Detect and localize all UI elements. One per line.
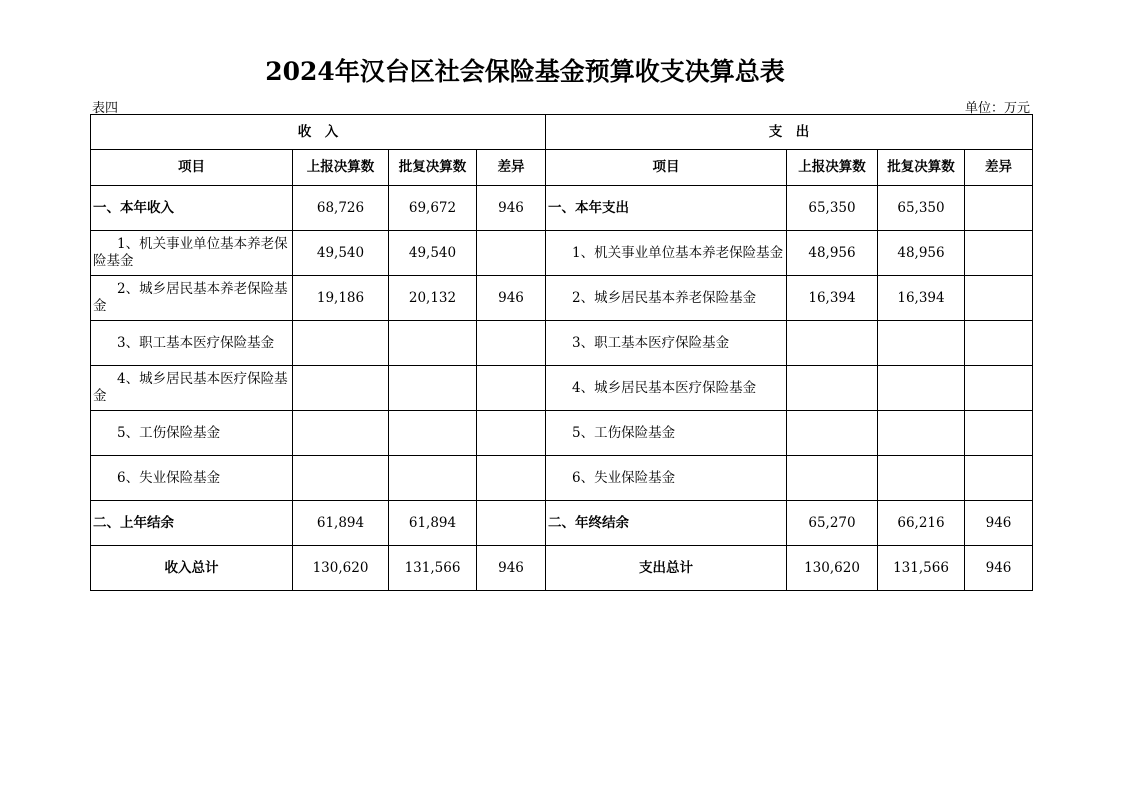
expense-approved-value: 66,216 [878,501,965,546]
income-item-label: 一、本年收入 [91,186,293,231]
table-row [91,231,1033,276]
income-item-label: 2、城乡居民基本养老保险基金 [91,276,293,321]
income-item-label: 4、城乡居民基本医疗保险基金 [91,366,293,411]
expense-section-header: 支 出 [546,115,1033,150]
table-row [91,366,1033,411]
income-difference-value [477,366,546,411]
expense-approved-value: 16,394 [878,276,965,321]
expense-item-label: 1、机关事业单位基本养老保险基金 [546,231,787,276]
expense-difference-value [965,321,1033,366]
expense-approved-value: 65,350 [878,186,965,231]
expense-difference-value [965,456,1033,501]
table-row [91,186,1033,231]
income-difference-value: 946 [477,276,546,321]
income-reported-value: 49,540 [293,231,389,276]
income-difference-value [477,411,546,456]
income-difference-header: 差异 [477,150,546,186]
expense-approved-header: 批复决算数 [878,150,965,186]
expense-item-header: 项目 [546,150,787,186]
unit-label: 单位：万元 [964,101,1030,116]
income-difference-value: 946 [477,546,546,591]
income-approved-value: 20,132 [389,276,477,321]
income-approved-value: 69,672 [389,186,477,231]
income-item-label: 1、机关事业单位基本养老保险基金 [91,231,293,276]
income-item-label: 二、上年结余 [91,501,293,546]
expense-approved-value [878,366,965,411]
income-reported-value [293,456,389,501]
income-reported-value: 130,620 [293,546,389,591]
expense-difference-header: 差异 [965,150,1033,186]
expense-reported-value [787,456,878,501]
expense-reported-value [787,411,878,456]
expense-item-label: 6、失业保险基金 [546,456,787,501]
expense-difference-value: 946 [965,546,1033,591]
expense-reported-value: 130,620 [787,546,878,591]
expense-item-label: 3、职工基本医疗保险基金 [546,321,787,366]
income-approved-value [389,366,477,411]
income-reported-value [293,411,389,456]
table-number: 表四 [92,101,119,116]
expense-reported-value [787,366,878,411]
expense-approved-value [878,456,965,501]
income-approved-value: 49,540 [389,231,477,276]
income-item-header: 项目 [91,150,293,186]
expense-difference-value [965,276,1033,321]
budget-summary-table [90,114,1033,591]
expense-reported-header: 上报决算数 [787,150,878,186]
income-approved-value: 131,566 [389,546,477,591]
expense-item-label: 2、城乡居民基本养老保险基金 [546,276,787,321]
income-reported-value [293,366,389,411]
income-total-label: 收入总计 [91,546,293,591]
expense-reported-value: 48,956 [787,231,878,276]
expense-approved-value [878,411,965,456]
income-difference-value [477,501,546,546]
expense-item-label: 一、本年支出 [546,186,787,231]
expense-difference-value [965,231,1033,276]
income-approved-value [389,321,477,366]
expense-difference-value [965,366,1033,411]
expense-difference-value: 946 [965,501,1033,546]
income-approved-value [389,456,477,501]
income-item-label: 5、工伤保险基金 [91,411,293,456]
table-row [91,321,1033,366]
income-approved-header: 批复决算数 [389,150,477,186]
expense-difference-value [965,186,1033,231]
expense-reported-value [787,321,878,366]
income-reported-value: 61,894 [293,501,389,546]
table-row [91,456,1033,501]
income-reported-value: 68,726 [293,186,389,231]
table-row [91,276,1033,321]
income-reported-value: 19,186 [293,276,389,321]
expense-item-label: 5、工伤保险基金 [546,411,787,456]
expense-approved-value: 48,956 [878,231,965,276]
income-item-label: 6、失业保险基金 [91,456,293,501]
expense-reported-value: 16,394 [787,276,878,321]
income-reported-header: 上报决算数 [293,150,389,186]
income-approved-value: 61,894 [389,501,477,546]
expense-total-label: 支出总计 [546,546,787,591]
income-difference-value [477,321,546,366]
income-item-label: 3、职工基本医疗保险基金 [91,321,293,366]
table-row-total [91,546,1033,591]
expense-difference-value [965,411,1033,456]
expense-reported-value: 65,350 [787,186,878,231]
expense-reported-value: 65,270 [787,501,878,546]
expense-approved-value: 131,566 [878,546,965,591]
page-title: 2024年汉台区社会保险基金预算收支决算总表 [265,57,785,86]
expense-item-label: 二、年终结余 [546,501,787,546]
income-difference-value: 946 [477,186,546,231]
income-difference-value [477,456,546,501]
income-reported-value [293,321,389,366]
table-row [91,501,1033,546]
expense-approved-value [878,321,965,366]
table-row [91,411,1033,456]
income-approved-value [389,411,477,456]
expense-item-label: 4、城乡居民基本医疗保险基金 [546,366,787,411]
income-difference-value [477,231,546,276]
income-section-header: 收 入 [91,115,546,150]
